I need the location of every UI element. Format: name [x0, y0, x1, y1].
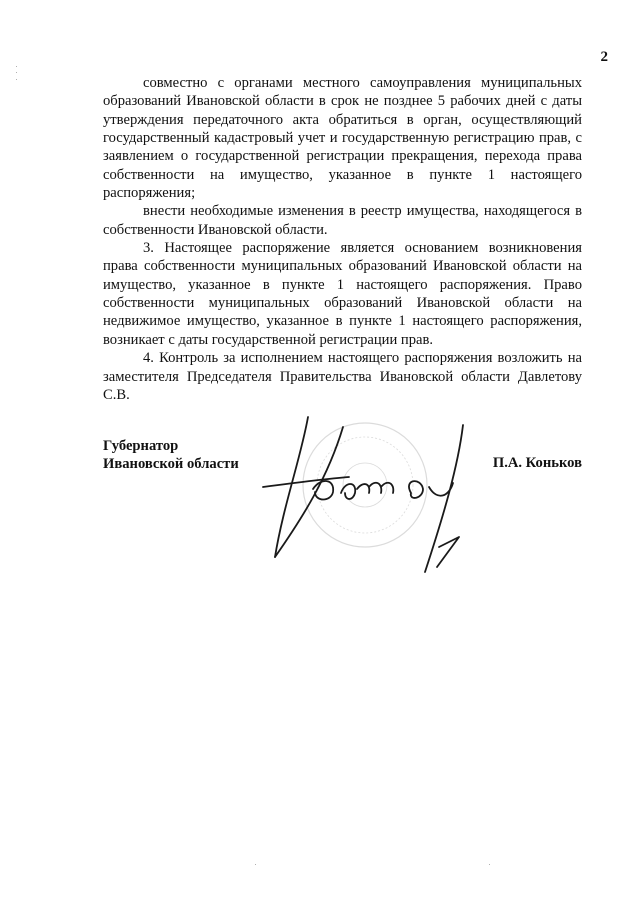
page-number: 2 — [600, 49, 608, 65]
signature-block — [103, 437, 582, 597]
signatory-title-line1: Губернатор — [103, 438, 179, 454]
scan-speck — [16, 66, 17, 67]
paragraph-continuation: совместно с органами местного самоуправления муниципальных образований Ивановской области в срок не позднее 5 рабочих дней с даты утверждения передаточного акта обратиться в орган, осуществляющий государственный кадастровый учет и государственную регистрацию прав, с заявлением о государственной регистрации прекращения, перехода права собственности на имущество, указанное в пункте 1 настоящего распоряжения; — [103, 75, 582, 202]
handwritten-signature — [263, 417, 463, 572]
signature-stamp-image — [253, 397, 483, 597]
document-body — [103, 74, 582, 404]
signatory-name: П.А. Коньков — [492, 455, 582, 471]
paragraph-3: 3. Настоящее распоряжение является основанием возникновения права собственности муниципальных образований Ивановской области на имущество, указанное в пункте 1 настоящего распоряжения. Право собственности муниципальных образований Ивановской области на недвижимое имущество, указанное в пункте 1 настоящего распоряжения, возникает с даты государственной регистрации прав. — [103, 240, 582, 348]
signatory-title-line2: Ивановской области — [103, 456, 239, 473]
scan-speck — [255, 864, 256, 865]
paragraph-4: 4. Контроль за исполнением настоящего распоряжения возложить на заместителя Председателя Правительства Ивановской области Давлетову С.В. — [103, 350, 582, 403]
signatory-title — [103, 437, 239, 474]
scan-speck — [489, 864, 490, 865]
scan-speck — [16, 72, 17, 73]
paragraph-registry: внести необходимые изменения в реестр имущества, находящегося в собственности Ивановской области. — [103, 203, 582, 238]
scan-speck — [16, 79, 17, 80]
